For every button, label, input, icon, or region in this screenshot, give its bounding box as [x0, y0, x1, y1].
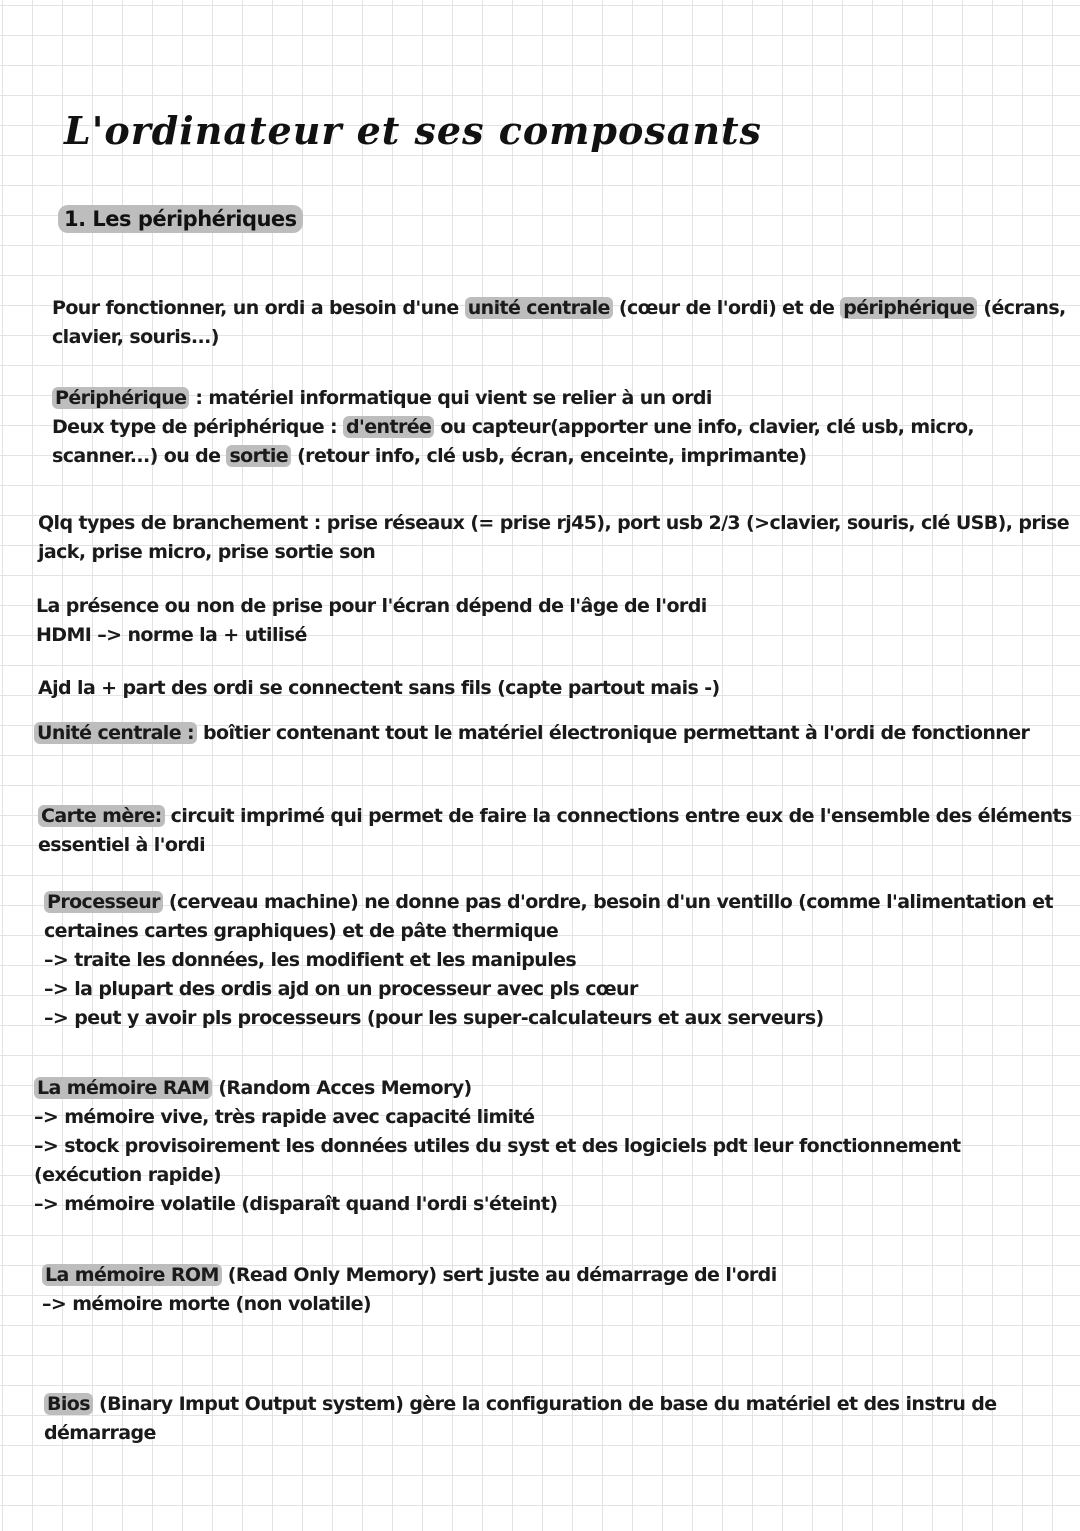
text-line: HDMI –> norme la + utilisé [36, 624, 307, 646]
highlight-peripherique: périphérique [840, 297, 977, 319]
highlight-bios: Bios [44, 1393, 93, 1415]
text-line: clavier, souris...) [52, 326, 219, 348]
paragraph-memoire-ram [34, 1074, 961, 1219]
highlight-entree: d'entrée [343, 416, 434, 438]
text-line: certaines cartes graphiques) et de pâte thermique [44, 920, 559, 942]
text-line [44, 1390, 997, 1419]
highlight-processeur: Processeur [44, 891, 163, 913]
text-run: Pour fonctionner, un ordi a besoin d'une [52, 297, 465, 319]
text-run: (écrans, [977, 297, 1066, 319]
highlight-unite-centrale-term: Unité centrale : [34, 722, 197, 744]
text-line: –> stock provisoirement les données utiles du syst et des logiciels pdt leur fonctionnement [34, 1135, 961, 1157]
highlight-memoire-rom: La mémoire ROM [42, 1264, 222, 1286]
text-run: (cerveau machine) ne donne pas d'ordre, besoin d'un ventillo (comme l'alimentation et [162, 891, 1053, 913]
text-line: Qlq types de branchement : prise réseaux (= prise rj45), port usb 2/3 (>clavier, souris, clé USB), prise [38, 512, 1070, 534]
paragraph-bios [44, 1390, 997, 1448]
text-run: (Random Acces Memory) [212, 1077, 472, 1099]
text-line [52, 413, 974, 442]
section-heading-text: 1. Les périphériques [58, 205, 303, 233]
text-line: –> peut y avoir pls processeurs (pour les super-calculateurs et aux serveurs) [44, 1007, 824, 1029]
paragraph-carte-mere [38, 802, 1072, 860]
paragraph-memoire-rom [42, 1261, 777, 1319]
text-run: boîtier contenant tout le matériel électronique permettant à l'ordi de fonctionner [197, 722, 1030, 744]
paragraph-unite-centrale-definition [34, 719, 1029, 748]
text-line: jack, prise micro, prise sortie son [38, 541, 376, 563]
text-line [42, 1261, 777, 1290]
text-line: –> mémoire vive, très rapide avec capacité limité [34, 1106, 535, 1128]
text-line [52, 384, 974, 413]
text-run: circuit imprimé qui permet de faire la connections entre eux de l'ensemble des éléments [164, 805, 1072, 827]
paragraph-unite-centrale-intro [52, 294, 1066, 352]
text-run: (Binary Imput Output system) gère la configuration de base du matériel et des instru de [92, 1393, 997, 1415]
text-run: Deux type de périphérique : [52, 416, 344, 438]
text-line [34, 1074, 961, 1103]
text-run: : matériel informatique qui vient se relier à un ordi [189, 387, 712, 409]
text-line: La présence ou non de prise pour l'écran dépend de l'âge de l'ordi [36, 595, 707, 617]
text-line: démarrage [44, 1422, 156, 1444]
text-line: Ajd la + part des ordi se connectent sans fils (capte partout mais -) [38, 677, 720, 699]
text-run: (retour info, clé usb, écran, enceinte, imprimante) [291, 445, 807, 467]
text-line [52, 442, 974, 471]
highlight-carte-mere: Carte mère: [38, 805, 165, 827]
text-line: –> mémoire volatile (disparaît quand l'ordi s'éteint) [34, 1193, 558, 1215]
text-line [44, 888, 1053, 917]
page-title: L'ordinateur et ses composants [64, 108, 762, 153]
text-line: (exécution rapide) [34, 1164, 221, 1186]
paragraph-peripherique-definition [52, 384, 974, 471]
text-run: (Read Only Memory) sert juste au démarrage de l'ordi [221, 1264, 777, 1286]
text-run: ou capteur(apporter une info, clavier, clé usb, micro, [434, 416, 975, 438]
text-line: –> traite les données, les modifient et les manipules [44, 949, 577, 971]
text-line: –> la plupart des ordis ajd on un processeur avec pls cœur [44, 978, 638, 1000]
highlight-memoire-ram: La mémoire RAM [34, 1077, 212, 1099]
text-run: scanner...) ou de [52, 445, 227, 467]
paragraph-prise-ecran [36, 592, 707, 650]
text-line: essentiel à l'ordi [38, 834, 206, 856]
highlight-peripherique-term: Périphérique [52, 387, 189, 409]
text-line: –> mémoire morte (non volatile) [42, 1293, 372, 1315]
highlight-sortie: sortie [226, 445, 291, 467]
paragraph-branchements [38, 509, 1069, 567]
section-heading [58, 207, 303, 231]
text-line [34, 719, 1029, 748]
highlight-unite-centrale: unité centrale [465, 297, 613, 319]
text-line [38, 802, 1072, 831]
paragraph-sans-fil [38, 674, 720, 703]
paragraph-processeur [44, 888, 1053, 1033]
text-line [52, 294, 1066, 323]
text-run: (cœur de l'ordi) et de [612, 297, 841, 319]
